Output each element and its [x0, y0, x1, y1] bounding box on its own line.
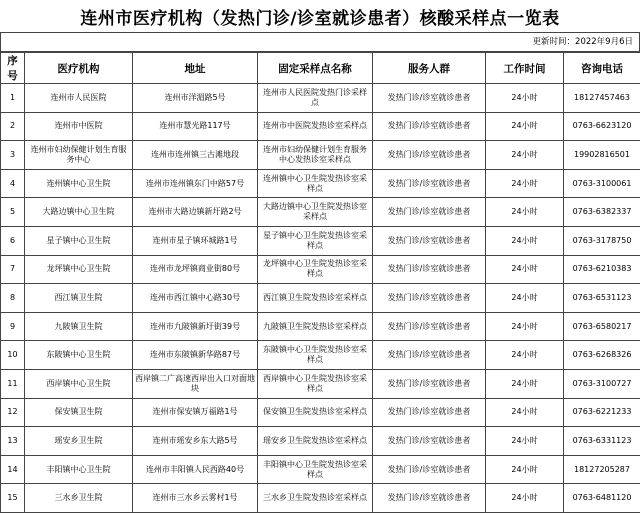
table-row — [1, 427, 640, 456]
cell-org: 连州镇中心卫生院 — [25, 169, 133, 198]
cell-address: 连州市三水乡云雾村1号 — [133, 484, 258, 513]
cell-org: 三水乡卫生院 — [25, 484, 133, 513]
cell-address: 连州市连州镇东门中路57号 — [133, 169, 258, 198]
cell-no: 15 — [1, 484, 25, 513]
cell-phone: 0763-3100727 — [564, 369, 640, 398]
cell-org: 星子镇中心卫生院 — [25, 226, 133, 255]
cell-site: 西岸镇中心卫生院发热诊室采样点 — [258, 369, 373, 398]
column-header-group: 服务人群 — [373, 53, 486, 84]
cell-group: 发热门诊/诊室就诊患者 — [373, 141, 486, 170]
cell-site: 保安镇卫生院发热诊室采样点 — [258, 398, 373, 427]
cell-hours: 24小时 — [486, 141, 564, 170]
cell-site: 东陂镇中心卫生院发热诊室采样点 — [258, 341, 373, 370]
cell-org: 大路边镇中心卫生院 — [25, 198, 133, 227]
cell-site: 星子镇中心卫生院发热诊室采样点 — [258, 226, 373, 255]
cell-address: 连州市西江镇中心路30号 — [133, 284, 258, 313]
cell-phone: 0763-6210383 — [564, 255, 640, 284]
table-row — [1, 284, 640, 313]
update-time: 更新时间：2022年9月6日 — [0, 33, 640, 52]
cell-address: 连州市慧光路117号 — [133, 112, 258, 141]
cell-hours: 24小时 — [486, 284, 564, 313]
cell-hours: 24小时 — [486, 112, 564, 141]
cell-site: 瑶安乡卫生院发热诊室采样点 — [258, 427, 373, 456]
cell-site: 大路边镇中心卫生院发热诊室采样点 — [258, 198, 373, 227]
cell-org: 西岸镇中心卫生院 — [25, 369, 133, 398]
cell-site: 连州市妇幼保健计划生育服务中心发热诊室采样点 — [258, 141, 373, 170]
cell-phone: 18127205287 — [564, 455, 640, 484]
cell-group: 发热门诊/诊室就诊患者 — [373, 369, 486, 398]
cell-address: 连州市洋湄路5号 — [133, 84, 258, 113]
cell-group: 发热门诊/诊室就诊患者 — [373, 169, 486, 198]
cell-address: 连州市大路边镇新圩路2号 — [133, 198, 258, 227]
cell-org: 九陂镇卫生院 — [25, 312, 133, 341]
cell-org: 保安镇卫生院 — [25, 398, 133, 427]
table-row — [1, 255, 640, 284]
cell-address: 西岸镇二广高速西岸出入口对面地块 — [133, 369, 258, 398]
cell-group: 发热门诊/诊室就诊患者 — [373, 198, 486, 227]
sampling-sites-table — [0, 52, 640, 513]
table-row — [1, 312, 640, 341]
cell-org: 东陂镇中心卫生院 — [25, 341, 133, 370]
cell-site: 九陂镇卫生院发热诊室采样点 — [258, 312, 373, 341]
cell-org: 连州市妇幼保健计划生育服务中心 — [25, 141, 133, 170]
cell-phone: 19902816501 — [564, 141, 640, 170]
table-row — [1, 398, 640, 427]
column-header-site: 固定采样点名称 — [258, 53, 373, 84]
cell-hours: 24小时 — [486, 484, 564, 513]
cell-no: 9 — [1, 312, 25, 341]
cell-address: 连州市连州镇三古滩地段 — [133, 141, 258, 170]
cell-site: 西江镇卫生院发热诊室采样点 — [258, 284, 373, 313]
table-row — [1, 84, 640, 113]
cell-site: 连州市中医院发热诊室采样点 — [258, 112, 373, 141]
page-title: 连州市医疗机构（发热门诊/诊室就诊患者）核酸采样点一览表 — [0, 0, 640, 33]
cell-phone: 0763-6382337 — [564, 198, 640, 227]
cell-site: 龙坪镇中心卫生院发热诊室采样点 — [258, 255, 373, 284]
table-row — [1, 169, 640, 198]
cell-hours: 24小时 — [486, 84, 564, 113]
cell-group: 发热门诊/诊室就诊患者 — [373, 312, 486, 341]
cell-group: 发热门诊/诊室就诊患者 — [373, 398, 486, 427]
column-header-phone: 咨询电话 — [564, 53, 640, 84]
cell-hours: 24小时 — [486, 341, 564, 370]
cell-address: 连州市九陂镇新圩街39号 — [133, 312, 258, 341]
cell-address: 连州市东陂镇新华路87号 — [133, 341, 258, 370]
cell-phone: 18127457463 — [564, 84, 640, 113]
table-row — [1, 198, 640, 227]
cell-address: 连州市瑶安乡东大路5号 — [133, 427, 258, 456]
cell-phone: 0763-6623120 — [564, 112, 640, 141]
cell-org: 龙坪镇中心卫生院 — [25, 255, 133, 284]
table-row — [1, 226, 640, 255]
cell-hours: 24小时 — [486, 226, 564, 255]
table-row — [1, 141, 640, 170]
cell-group: 发热门诊/诊室就诊患者 — [373, 112, 486, 141]
table-row — [1, 455, 640, 484]
cell-org: 连州市中医院 — [25, 112, 133, 141]
cell-no: 10 — [1, 341, 25, 370]
cell-group: 发热门诊/诊室就诊患者 — [373, 484, 486, 513]
cell-address: 连州市保安镇万福路1号 — [133, 398, 258, 427]
cell-hours: 24小时 — [486, 169, 564, 198]
table-row — [1, 484, 640, 513]
cell-hours: 24小时 — [486, 312, 564, 341]
cell-hours: 24小时 — [486, 398, 564, 427]
column-header-hours: 工作时间 — [486, 53, 564, 84]
cell-phone: 0763-6481120 — [564, 484, 640, 513]
cell-no: 12 — [1, 398, 25, 427]
cell-org: 连州市人民医院 — [25, 84, 133, 113]
cell-address: 连州市星子镇环城路1号 — [133, 226, 258, 255]
cell-group: 发热门诊/诊室就诊患者 — [373, 226, 486, 255]
cell-org: 瑶安乡卫生院 — [25, 427, 133, 456]
column-header-org: 医疗机构 — [25, 53, 133, 84]
table-row — [1, 112, 640, 141]
cell-site: 丰阳镇中心卫生院发热诊室采样点 — [258, 455, 373, 484]
cell-site: 连州镇中心卫生院发热诊室采样点 — [258, 169, 373, 198]
cell-no: 1 — [1, 84, 25, 113]
cell-no: 14 — [1, 455, 25, 484]
table-header-row — [1, 53, 640, 84]
cell-no: 3 — [1, 141, 25, 170]
cell-no: 4 — [1, 169, 25, 198]
cell-group: 发热门诊/诊室就诊患者 — [373, 341, 486, 370]
cell-phone: 0763-6221233 — [564, 398, 640, 427]
table-row — [1, 341, 640, 370]
cell-hours: 24小时 — [486, 255, 564, 284]
cell-group: 发热门诊/诊室就诊患者 — [373, 255, 486, 284]
cell-phone: 0763-3100061 — [564, 169, 640, 198]
cell-hours: 24小时 — [486, 369, 564, 398]
cell-site: 连州市人民医院发热门诊采样点 — [258, 84, 373, 113]
cell-group: 发热门诊/诊室就诊患者 — [373, 427, 486, 456]
cell-address: 连州市丰阳镇人民西路40号 — [133, 455, 258, 484]
cell-group: 发热门诊/诊室就诊患者 — [373, 84, 486, 113]
cell-hours: 24小时 — [486, 427, 564, 456]
cell-phone: 0763-6531123 — [564, 284, 640, 313]
cell-phone: 0763-6580217 — [564, 312, 640, 341]
cell-site: 三水乡卫生院发热诊室采样点 — [258, 484, 373, 513]
cell-no: 8 — [1, 284, 25, 313]
cell-group: 发热门诊/诊室就诊患者 — [373, 455, 486, 484]
cell-phone: 0763-6268326 — [564, 341, 640, 370]
cell-org: 丰阳镇中心卫生院 — [25, 455, 133, 484]
cell-no: 13 — [1, 427, 25, 456]
column-header-no: 序号 — [1, 53, 25, 84]
column-header-address: 地址 — [133, 53, 258, 84]
cell-no: 11 — [1, 369, 25, 398]
cell-hours: 24小时 — [486, 455, 564, 484]
table-row — [1, 369, 640, 398]
cell-no: 6 — [1, 226, 25, 255]
cell-org: 西江镇卫生院 — [25, 284, 133, 313]
cell-no: 2 — [1, 112, 25, 141]
cell-phone: 0763-6331123 — [564, 427, 640, 456]
cell-phone: 0763-3178750 — [564, 226, 640, 255]
cell-no: 5 — [1, 198, 25, 227]
cell-group: 发热门诊/诊室就诊患者 — [373, 284, 486, 313]
cell-no: 7 — [1, 255, 25, 284]
cell-address: 连州市龙坪镇商业街80号 — [133, 255, 258, 284]
cell-hours: 24小时 — [486, 198, 564, 227]
